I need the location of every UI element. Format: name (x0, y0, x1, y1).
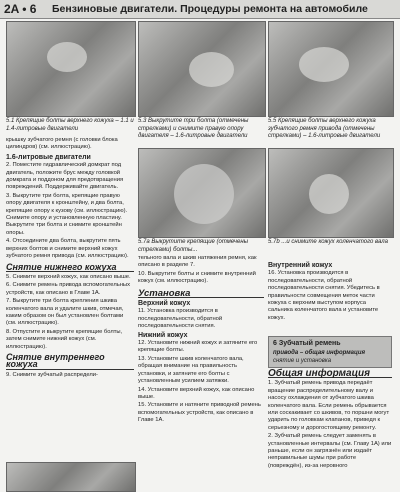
right-p1: 1. Зубчатый ремень привода передаёт вращение распределительному валу и насосу охлаждения от зубчатого шкива коленчатого вала. Если ремень обрывается или соскакивает со шкивов, то поршни могут ударить по головкам клапанов, приведя к серьезному и дорогостоящему ремонту. (268, 380, 390, 431)
left-column (6, 137, 134, 380)
banner-title: 6 Зубчатый ремень (273, 340, 341, 347)
section-installation: Установка (138, 290, 264, 298)
mid-intro: тельного вала и шкив натяжения ремня, как описано в разделе 7. (138, 255, 257, 269)
banner-subtitle: привода – общая информация (273, 350, 366, 356)
section-lower-cover: Снятие нижнего кожуха (6, 264, 134, 272)
left-p9: 9. Снимите зубчатый распредели- (6, 371, 98, 378)
section-general-info: Общая информация (268, 370, 392, 378)
right-p2: 2. Зубчатый ремень следует заменять в установленные интервалы (см. Главу 1А) или раньше, если он загрязнён или издаёт неправильные шумы при работе (повреждён), из-за неровного (268, 433, 392, 469)
chapter-title: Бензиновые двигатели. Процедуры ремонта на автомобиле (52, 3, 368, 15)
caption-5-1: 5.1 Крепящие болты верхнего кожуха – 1.1 и 1.4-литровые двигатели (6, 118, 134, 132)
left-p6: 6. Снимите ремень привода вспомогательных устройств, как описано в Главе 1А. (6, 282, 130, 296)
page-number: 2A • 6 (4, 2, 37, 16)
sub-lower-cover: Нижний кожух (138, 331, 188, 339)
left-intro: крышку зубчатого ремня (с головки блока цилиндров) (см. иллюстрацию). (6, 137, 118, 151)
banner-subtitle-2: снятие и установка (273, 358, 332, 364)
right-p16: 16. Установка производится в последовательности, обратной последовательности снятия. Убедитесь в правильности совмещения меток части кожуха с верхним выступом корпуса сальника коленчатого вала и установите кожух. (268, 270, 380, 321)
section-banner (268, 336, 392, 368)
mid-p14: 14. Установите верхний кожух, как описано выше. (138, 386, 255, 400)
caption-5-7a: 5.7a Выкрутите крепящие (отмечены стрелками) болты... (138, 239, 249, 253)
sub-upper-cover: Верхний кожух (138, 300, 191, 308)
left-subheading: 1.6-литровые двигатели (6, 153, 91, 161)
left-p3: 3. Выкрутите три болта, крепящие правую опору двигателя к кронштейну, и два болта, крепящие опору к кузову (см. иллюстрацию). Снимите опору и установленную пластину. Выкрутите три болта и снимите кронштейн опоры. (6, 192, 128, 236)
left-p4: 4. Отсоедините два болта, выкрутите пять верхних болтов и снимите верхний кожух зубчатого ремня привода (см. иллюстрацию). (6, 238, 129, 260)
mid-p13: 13. Установите шкив коленчатого вала, обращая внимание на правильность установки, и затяните его болты с установленным усилием затяжки. (138, 355, 244, 385)
left-p7: 7. Выкрутите три болта крепления шкива коленчатого вала и удалите шкив, отмечая, каким образом он был установлен болтами (см. иллюстрацию). (6, 298, 124, 327)
right-column-bottom (268, 370, 392, 471)
page-header (0, 0, 400, 19)
left-p8: 8. Отпустите и выкрутите крепящие болты, затем снимите нижний кожух (см. иллюстрацию). (6, 328, 123, 350)
middle-column (138, 255, 264, 426)
photo-5-7a (138, 148, 266, 238)
left-p2: 2. Поместите гидравлический домкрат под двигатель, положите брус между головкой домкрата и поддоном для предотвращения повреждений. Поддерживайте двигатель. (6, 162, 124, 191)
caption-5-5: 5.5 Крепящие болты верхнего кожуха зубчатого ремня привода (отмечены стрелками) – 1.6-литровые двигатели (268, 118, 381, 139)
photo-5-3 (138, 21, 266, 117)
photo-5-1 (6, 21, 136, 117)
left-p5: 5. Снимите верхний кожух, как описано выше. (6, 273, 131, 280)
photo-5-5 (268, 21, 394, 117)
mid-p12: 12. Установите нижний кожух и затяните его крепящие болты. (138, 340, 258, 354)
photo-bottom (6, 462, 136, 492)
mid-p15: 15. Установите и натяните приводной ремень вспомогательных устройств, как описано в Главе 1А. (138, 402, 261, 424)
mid-p11: 11. Установка производится в последовательности, обратной последовательности снятия. (138, 308, 223, 330)
sub-inner-cover: Внутренний кожух (268, 262, 333, 269)
section-inner-cover: Снятие внутреннего кожуха (6, 354, 134, 370)
mid-p10: 10. Выкрутите болты и снимите внутренний кожух (см. иллюстрацию). (138, 270, 256, 285)
photo-5-7b (268, 148, 394, 238)
caption-5-7b: 5.7b ...и снимите кожух коленчатого вала (268, 239, 388, 245)
right-column-top (268, 262, 392, 323)
caption-5-3: 5.3 Выкрутите три болта (отмечены стрелками) и снимите правую опору двигателя – 1.6-литровые двигатели (138, 118, 249, 139)
